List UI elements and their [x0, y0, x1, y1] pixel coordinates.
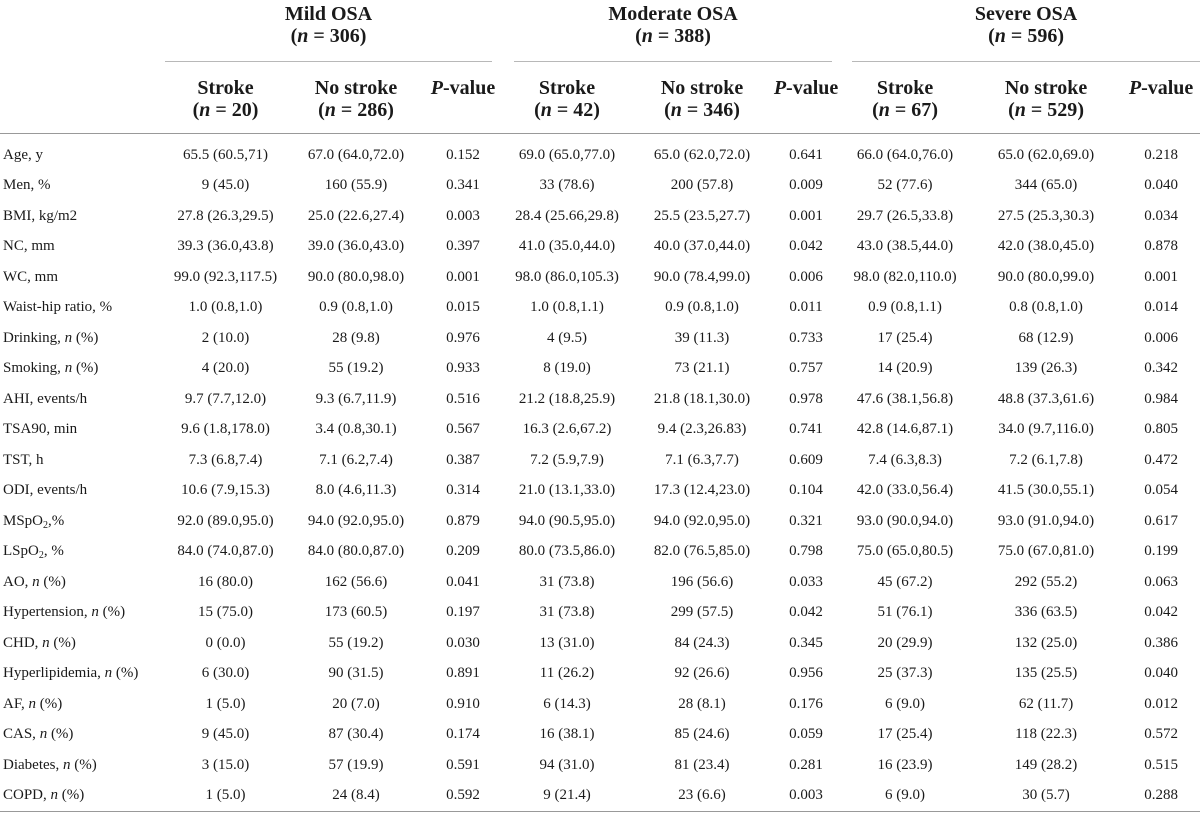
- cell-p-value: 0.199: [1122, 537, 1200, 568]
- cell-value: 65.0 (62.0,69.0): [970, 134, 1122, 171]
- group-header-severe: Severe OSA (n = 596): [840, 0, 1200, 62]
- cell-value: 69.0 (65.0,77.0): [502, 134, 632, 171]
- row-label: CHD, n (%): [0, 628, 163, 659]
- cell-p-value: 0.009: [772, 171, 840, 202]
- cell-p-value: 0.040: [1122, 659, 1200, 690]
- cell-value: 68 (12.9): [970, 323, 1122, 354]
- corner-cell: [0, 0, 163, 62]
- cell-p-value: 0.152: [424, 134, 502, 171]
- cell-p-value: 0.878: [1122, 232, 1200, 263]
- cell-value: 21.2 (18.8,25.9): [502, 384, 632, 415]
- cell-value: 45 (67.2): [840, 567, 970, 598]
- cell-value: 43.0 (38.5,44.0): [840, 232, 970, 263]
- table-row: [0, 354, 1200, 385]
- cell-p-value: 0.033: [772, 567, 840, 598]
- cell-p-value: 0.516: [424, 384, 502, 415]
- table-row: [0, 720, 1200, 751]
- cell-p-value: 0.014: [1122, 293, 1200, 324]
- cell-value: 90.0 (80.0,99.0): [970, 262, 1122, 293]
- row-label: AO, n (%): [0, 567, 163, 598]
- row-label: TST, h: [0, 445, 163, 476]
- cell-value: 65.5 (60.5,71): [163, 134, 288, 171]
- table-row: [0, 476, 1200, 507]
- subheader-nostroke-severe: No stroke (n = 529): [970, 62, 1122, 134]
- cell-p-value: 0.030: [424, 628, 502, 659]
- subheader-row: [0, 62, 1200, 134]
- cell-value: 73 (21.1): [632, 354, 772, 385]
- cell-value: 3 (15.0): [163, 750, 288, 781]
- cell-value: 16 (38.1): [502, 720, 632, 751]
- cell-p-value: 0.042: [772, 232, 840, 263]
- cell-value: 42.0 (33.0,56.4): [840, 476, 970, 507]
- cell-p-value: 0.641: [772, 134, 840, 171]
- cell-value: 9 (45.0): [163, 171, 288, 202]
- table-row: [0, 750, 1200, 781]
- cell-value: 23 (6.6): [632, 781, 772, 812]
- cell-value: 135 (25.5): [970, 659, 1122, 690]
- cell-value: 33 (78.6): [502, 171, 632, 202]
- cell-value: 39.0 (36.0,43.0): [288, 232, 424, 263]
- cell-value: 31 (73.8): [502, 567, 632, 598]
- cell-value: 47.6 (38.1,56.8): [840, 384, 970, 415]
- cell-value: 173 (60.5): [288, 598, 424, 629]
- cell-value: 65.0 (62.0,72.0): [632, 134, 772, 171]
- cell-value: 94.0 (92.0,95.0): [632, 506, 772, 537]
- cell-value: 14 (20.9): [840, 354, 970, 385]
- cell-value: 10.6 (7.9,15.3): [163, 476, 288, 507]
- cell-value: 42.0 (38.0,45.0): [970, 232, 1122, 263]
- cell-value: 21.0 (13.1,33.0): [502, 476, 632, 507]
- cell-value: 0 (0.0): [163, 628, 288, 659]
- row-label: LSpO$_2$, %: [0, 537, 163, 568]
- cell-value: 21.8 (18.1,30.0): [632, 384, 772, 415]
- cell-p-value: 0.342: [1122, 354, 1200, 385]
- cell-value: 39.3 (36.0,43.8): [163, 232, 288, 263]
- cell-value: 28 (9.8): [288, 323, 424, 354]
- cell-p-value: 0.015: [424, 293, 502, 324]
- cell-p-value: 0.040: [1122, 171, 1200, 202]
- cell-value: 1 (5.0): [163, 781, 288, 812]
- row-label: CAS, n (%): [0, 720, 163, 751]
- cell-value: 84 (24.3): [632, 628, 772, 659]
- cell-value: 94.0 (92.0,95.0): [288, 506, 424, 537]
- row-label: Hyperlipidemia, n (%): [0, 659, 163, 690]
- cell-value: 9 (21.4): [502, 781, 632, 812]
- cell-p-value: 0.567: [424, 415, 502, 446]
- cell-p-value: 0.042: [772, 598, 840, 629]
- cell-value: 16 (23.9): [840, 750, 970, 781]
- cell-p-value: 0.011: [772, 293, 840, 324]
- table-row: [0, 537, 1200, 568]
- table-row: [0, 506, 1200, 537]
- row-label: MSpO$_2$,%: [0, 506, 163, 537]
- subheader-stroke-severe: Stroke (n = 67): [840, 62, 970, 134]
- cell-value: 84.0 (74.0,87.0): [163, 537, 288, 568]
- table-row: [0, 659, 1200, 690]
- cell-value: 8 (19.0): [502, 354, 632, 385]
- row-label: COPD, n (%): [0, 781, 163, 812]
- cell-value: 17.3 (12.4,23.0): [632, 476, 772, 507]
- subheader-blank: [0, 62, 163, 134]
- cell-value: 28 (8.1): [632, 689, 772, 720]
- cell-value: 299 (57.5): [632, 598, 772, 629]
- cell-p-value: 0.063: [1122, 567, 1200, 598]
- cell-value: 80.0 (73.5,86.0): [502, 537, 632, 568]
- subheader-pvalue-severe: P-value: [1122, 62, 1200, 134]
- cell-value: 67.0 (64.0,72.0): [288, 134, 424, 171]
- cell-value: 344 (65.0): [970, 171, 1122, 202]
- cell-value: 87 (30.4): [288, 720, 424, 751]
- table-row: [0, 567, 1200, 598]
- cell-value: 2 (10.0): [163, 323, 288, 354]
- cell-p-value: 0.218: [1122, 134, 1200, 171]
- cell-p-value: 0.976: [424, 323, 502, 354]
- cell-value: 51 (76.1): [840, 598, 970, 629]
- row-label: Smoking, n (%): [0, 354, 163, 385]
- table-row: [0, 628, 1200, 659]
- cell-value: 75.0 (65.0,80.5): [840, 537, 970, 568]
- cell-value: 31 (73.8): [502, 598, 632, 629]
- cell-p-value: 0.879: [424, 506, 502, 537]
- cell-value: 90.0 (80.0,98.0): [288, 262, 424, 293]
- row-label: Age, y: [0, 134, 163, 171]
- cell-value: 0.9 (0.8,1.1): [840, 293, 970, 324]
- cell-value: 24 (8.4): [288, 781, 424, 812]
- cell-p-value: 0.592: [424, 781, 502, 812]
- cell-p-value: 0.034: [1122, 201, 1200, 232]
- cell-value: 30 (5.7): [970, 781, 1122, 812]
- table-row: [0, 232, 1200, 263]
- cell-p-value: 0.741: [772, 415, 840, 446]
- cell-p-value: 0.001: [424, 262, 502, 293]
- cell-p-value: 0.805: [1122, 415, 1200, 446]
- cell-p-value: 0.174: [424, 720, 502, 751]
- table-row: [0, 293, 1200, 324]
- row-label: AHI, events/h: [0, 384, 163, 415]
- cell-p-value: 0.042: [1122, 598, 1200, 629]
- cell-value: 0.9 (0.8,1.0): [288, 293, 424, 324]
- cell-value: 99.0 (92.3,117.5): [163, 262, 288, 293]
- cell-p-value: 0.012: [1122, 689, 1200, 720]
- cell-p-value: 0.341: [424, 171, 502, 202]
- cell-value: 48.8 (37.3,61.6): [970, 384, 1122, 415]
- cell-value: 118 (22.3): [970, 720, 1122, 751]
- group-header-row: [0, 0, 1200, 62]
- cell-p-value: 0.397: [424, 232, 502, 263]
- cell-value: 90 (31.5): [288, 659, 424, 690]
- cell-value: 6 (9.0): [840, 689, 970, 720]
- cell-value: 20 (7.0): [288, 689, 424, 720]
- cell-p-value: 0.984: [1122, 384, 1200, 415]
- cell-p-value: 0.001: [772, 201, 840, 232]
- cell-value: 92.0 (89.0,95.0): [163, 506, 288, 537]
- cell-value: 55 (19.2): [288, 354, 424, 385]
- cell-p-value: 0.472: [1122, 445, 1200, 476]
- cell-value: 7.2 (6.1,7.8): [970, 445, 1122, 476]
- cell-value: 9 (45.0): [163, 720, 288, 751]
- cell-p-value: 0.314: [424, 476, 502, 507]
- table-row: [0, 689, 1200, 720]
- cell-p-value: 0.933: [424, 354, 502, 385]
- cell-value: 9.3 (6.7,11.9): [288, 384, 424, 415]
- cell-p-value: 0.059: [772, 720, 840, 751]
- cell-p-value: 0.609: [772, 445, 840, 476]
- group-header-moderate: Moderate OSA (n = 388): [502, 0, 840, 62]
- cell-value: 41.0 (35.0,44.0): [502, 232, 632, 263]
- row-label: Men, %: [0, 171, 163, 202]
- cell-value: 149 (28.2): [970, 750, 1122, 781]
- cell-value: 132 (25.0): [970, 628, 1122, 659]
- cell-p-value: 0.006: [772, 262, 840, 293]
- cell-value: 94.0 (90.5,95.0): [502, 506, 632, 537]
- cell-p-value: 0.321: [772, 506, 840, 537]
- cell-value: 0.9 (0.8,1.0): [632, 293, 772, 324]
- cell-p-value: 0.733: [772, 323, 840, 354]
- subheader-stroke-moderate: Stroke (n = 42): [502, 62, 632, 134]
- cell-value: 292 (55.2): [970, 567, 1122, 598]
- cell-p-value: 0.003: [772, 781, 840, 812]
- cell-value: 3.4 (0.8,30.1): [288, 415, 424, 446]
- cell-p-value: 0.345: [772, 628, 840, 659]
- table-row: [0, 134, 1200, 171]
- cell-value: 17 (25.4): [840, 720, 970, 751]
- group-header-mild: Mild OSA (n = 306): [163, 0, 502, 62]
- cell-value: 139 (26.3): [970, 354, 1122, 385]
- cell-p-value: 0.572: [1122, 720, 1200, 751]
- cell-p-value: 0.197: [424, 598, 502, 629]
- cell-value: 6 (14.3): [502, 689, 632, 720]
- cell-value: 15 (75.0): [163, 598, 288, 629]
- cell-value: 93.0 (90.0,94.0): [840, 506, 970, 537]
- cell-value: 1 (5.0): [163, 689, 288, 720]
- cell-p-value: 0.176: [772, 689, 840, 720]
- cell-p-value: 0.387: [424, 445, 502, 476]
- cell-p-value: 0.041: [424, 567, 502, 598]
- cell-value: 98.0 (82.0,110.0): [840, 262, 970, 293]
- row-label: Waist-hip ratio, %: [0, 293, 163, 324]
- cell-value: 29.7 (26.5,33.8): [840, 201, 970, 232]
- cell-p-value: 0.281: [772, 750, 840, 781]
- row-label: Drinking, n (%): [0, 323, 163, 354]
- cell-value: 17 (25.4): [840, 323, 970, 354]
- row-label: AF, n (%): [0, 689, 163, 720]
- table-row: [0, 415, 1200, 446]
- cell-value: 200 (57.8): [632, 171, 772, 202]
- cell-p-value: 0.104: [772, 476, 840, 507]
- cell-value: 336 (63.5): [970, 598, 1122, 629]
- cell-p-value: 0.910: [424, 689, 502, 720]
- cell-value: 55 (19.2): [288, 628, 424, 659]
- cell-value: 41.5 (30.0,55.1): [970, 476, 1122, 507]
- cell-value: 6 (30.0): [163, 659, 288, 690]
- cell-p-value: 0.288: [1122, 781, 1200, 812]
- bottom-rule: [0, 812, 1200, 816]
- cell-value: 9.6 (1.8,178.0): [163, 415, 288, 446]
- cell-value: 81 (23.4): [632, 750, 772, 781]
- cell-value: 7.1 (6.3,7.7): [632, 445, 772, 476]
- row-label: BMI, kg/m2: [0, 201, 163, 232]
- cell-value: 162 (56.6): [288, 567, 424, 598]
- row-label: NC, mm: [0, 232, 163, 263]
- row-label: TSA90, min: [0, 415, 163, 446]
- cell-value: 16 (80.0): [163, 567, 288, 598]
- cell-value: 7.1 (6.2,7.4): [288, 445, 424, 476]
- cell-value: 66.0 (64.0,76.0): [840, 134, 970, 171]
- cell-value: 84.0 (80.0,87.0): [288, 537, 424, 568]
- cell-value: 7.4 (6.3,8.3): [840, 445, 970, 476]
- row-label: ODI, events/h: [0, 476, 163, 507]
- cell-value: 196 (56.6): [632, 567, 772, 598]
- cell-value: 20 (29.9): [840, 628, 970, 659]
- table-row: [0, 201, 1200, 232]
- cell-value: 4 (9.5): [502, 323, 632, 354]
- cell-value: 8.0 (4.6,11.3): [288, 476, 424, 507]
- cell-value: 7.3 (6.8,7.4): [163, 445, 288, 476]
- cell-value: 6 (9.0): [840, 781, 970, 812]
- cell-value: 75.0 (67.0,81.0): [970, 537, 1122, 568]
- cell-p-value: 0.978: [772, 384, 840, 415]
- cell-value: 7.2 (5.9,7.9): [502, 445, 632, 476]
- cell-value: 1.0 (0.8,1.0): [163, 293, 288, 324]
- row-label: WC, mm: [0, 262, 163, 293]
- cell-value: 39 (11.3): [632, 323, 772, 354]
- cell-value: 16.3 (2.6,67.2): [502, 415, 632, 446]
- cell-value: 4 (20.0): [163, 354, 288, 385]
- table-row: [0, 445, 1200, 476]
- cell-value: 92 (26.6): [632, 659, 772, 690]
- cell-value: 34.0 (9.7,116.0): [970, 415, 1122, 446]
- cell-value: 28.4 (25.66,29.8): [502, 201, 632, 232]
- subheader-pvalue-moderate: P-value: [772, 62, 840, 134]
- cell-p-value: 0.617: [1122, 506, 1200, 537]
- cell-value: 90.0 (78.4,99.0): [632, 262, 772, 293]
- cell-value: 42.8 (14.6,87.1): [840, 415, 970, 446]
- row-label: Diabetes, n (%): [0, 750, 163, 781]
- cell-value: 11 (26.2): [502, 659, 632, 690]
- subheader-pvalue-mild: P-value: [424, 62, 502, 134]
- table-row: [0, 598, 1200, 629]
- table-row: [0, 262, 1200, 293]
- table-row: [0, 323, 1200, 354]
- cell-value: 57 (19.9): [288, 750, 424, 781]
- cell-value: 93.0 (91.0,94.0): [970, 506, 1122, 537]
- cell-p-value: 0.386: [1122, 628, 1200, 659]
- cell-value: 27.5 (25.3,30.3): [970, 201, 1122, 232]
- cell-value: 52 (77.6): [840, 171, 970, 202]
- cell-value: 160 (55.9): [288, 171, 424, 202]
- table-row: [0, 171, 1200, 202]
- cell-value: 62 (11.7): [970, 689, 1122, 720]
- cell-p-value: 0.591: [424, 750, 502, 781]
- cell-p-value: 0.956: [772, 659, 840, 690]
- cell-p-value: 0.209: [424, 537, 502, 568]
- cell-value: 9.7 (7.7,12.0): [163, 384, 288, 415]
- cell-p-value: 0.891: [424, 659, 502, 690]
- cell-value: 25.0 (22.6,27.4): [288, 201, 424, 232]
- subheader-stroke-mild: Stroke (n = 20): [163, 62, 288, 134]
- cell-p-value: 0.001: [1122, 262, 1200, 293]
- cell-p-value: 0.006: [1122, 323, 1200, 354]
- cell-value: 9.4 (2.3,26.83): [632, 415, 772, 446]
- cell-value: 0.8 (0.8,1.0): [970, 293, 1122, 324]
- cell-value: 98.0 (86.0,105.3): [502, 262, 632, 293]
- cell-value: 1.0 (0.8,1.1): [502, 293, 632, 324]
- cell-p-value: 0.515: [1122, 750, 1200, 781]
- cell-value: 25 (37.3): [840, 659, 970, 690]
- cell-value: 94 (31.0): [502, 750, 632, 781]
- table-body: [0, 134, 1200, 812]
- row-label: Hypertension, n (%): [0, 598, 163, 629]
- cell-value: 40.0 (37.0,44.0): [632, 232, 772, 263]
- subheader-nostroke-moderate: No stroke (n = 346): [632, 62, 772, 134]
- cell-value: 85 (24.6): [632, 720, 772, 751]
- cell-value: 13 (31.0): [502, 628, 632, 659]
- cell-p-value: 0.757: [772, 354, 840, 385]
- cell-p-value: 0.003: [424, 201, 502, 232]
- table-row: [0, 384, 1200, 415]
- subheader-nostroke-mild: No stroke (n = 286): [288, 62, 424, 134]
- cell-p-value: 0.798: [772, 537, 840, 568]
- cell-value: 27.8 (26.3,29.5): [163, 201, 288, 232]
- cell-p-value: 0.054: [1122, 476, 1200, 507]
- cell-value: 82.0 (76.5,85.0): [632, 537, 772, 568]
- cell-value: 25.5 (23.5,27.7): [632, 201, 772, 232]
